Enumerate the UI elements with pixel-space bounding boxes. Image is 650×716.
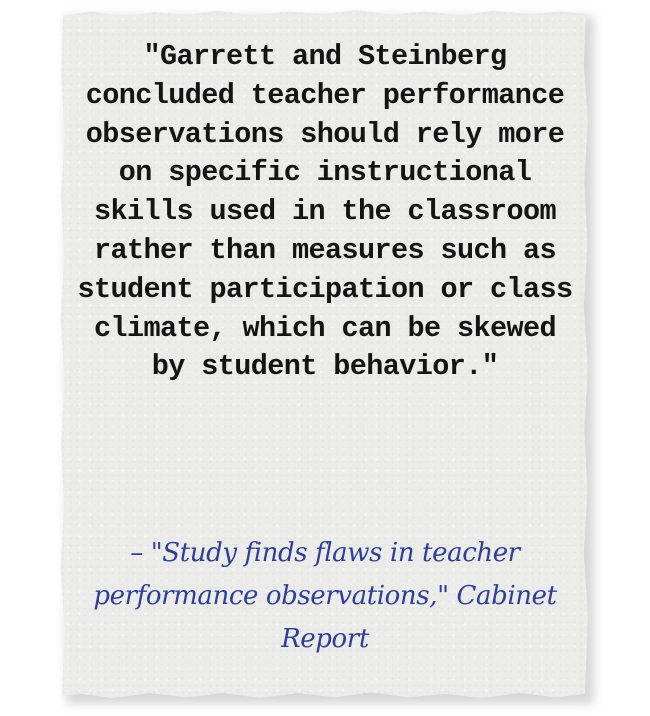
quote-text: "Garrett and Steinberg concluded teacher performance observations should rely more on specific instructional skills used in the classroom rather than measures such as student participation or class climate, which can be skewed by student behavior." <box>77 40 573 384</box>
quote-attribution: – "Study finds flaws in teacher performance observations," Cabinet Report <box>93 538 557 654</box>
